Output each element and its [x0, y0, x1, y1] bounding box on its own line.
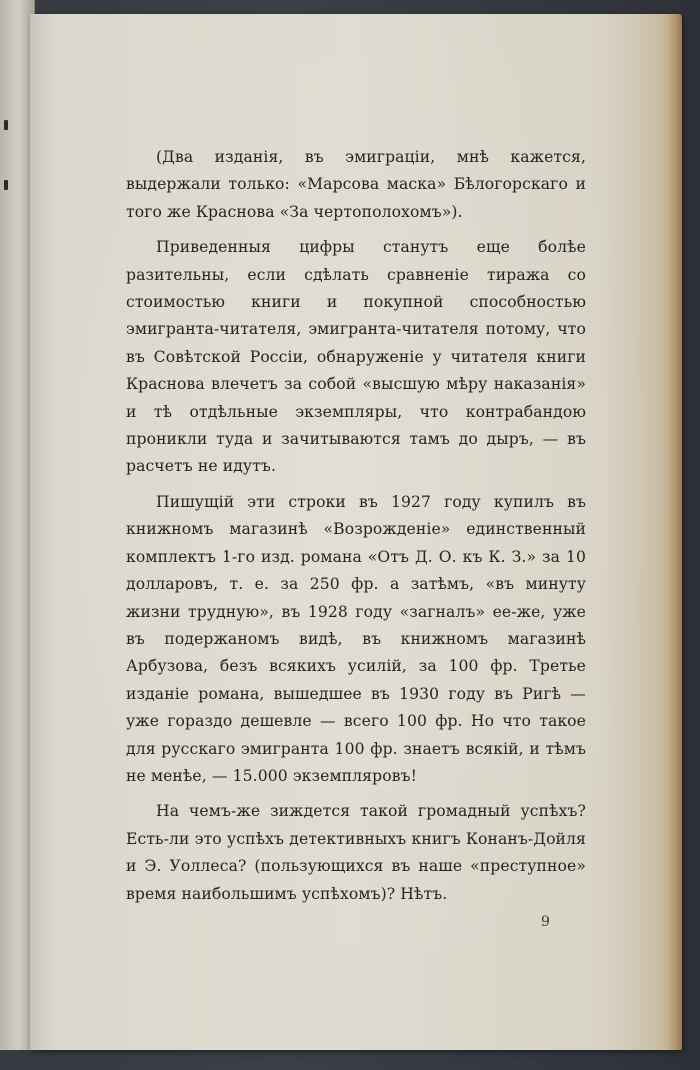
- book-page: [30, 14, 682, 1050]
- page-fore-edge: [668, 14, 682, 1050]
- paragraph-3: Пишущій эти строки въ 1927 году купилъ въ книжномъ магазинѣ «Возрожденіе» единственный комплектъ 1-го изд. романа «Отъ Д. О. къ К. З.» за 10 долларовъ, т. е. за 250 фр. а затѣмъ, «въ минуту жизни трудную», въ 1928 году «загналъ» ее-же, уже въ подержаномъ видѣ, въ книжномъ магазинѣ Арбузова, безъ всякихъ усилій, за 100 фр. Третье изданіе романа, вышедшее въ 1930 году въ Ригѣ — уже гораздо дешевле — всего 100 фр. Но что такое для русскаго эмигранта 100 фр. знаетъ всякій, и тѣмъ не менѣе, — 15.000 экземпляровъ!: [126, 492, 586, 785]
- paragraph-2: Приведенныя цифры станутъ еще болѣе разительны, если сдѣлать сравненіе тиража со стоимостью книги и покупной способностью эмигранта-читателя, эмигранта-читателя потому, что въ Совѣтской Россіи, обнаруженіе у читателя книги Краснова влечетъ за собой «высшую мѣру наказанія» и тѣ отдѣльные экземпляры, что контрабандою проникли туда и зачитываются тамъ до дыръ, — въ расчетъ не идутъ.: [126, 238, 586, 476]
- paragraph-1: (Два изданія, въ эмиграціи, мнѣ кажется, выдержали только: «Марсова маска» Бѣлогорскаго и того же Краснова «За чертополохомъ»).: [126, 148, 586, 221]
- page-body-text: [126, 144, 586, 916]
- page-number: 9: [541, 914, 550, 930]
- ink-mark: [4, 120, 8, 130]
- ink-mark: [4, 180, 8, 190]
- paragraph-4: На чемъ-же зиждется такой громадный успѣхъ? Есть-ли это успѣхъ детективныхъ книгъ Конанъ-Дойля и Э. Уоллеса? (пользующихся въ наше «преступное» время наибольшимъ успѣхомъ)? Нѣтъ.: [126, 802, 586, 903]
